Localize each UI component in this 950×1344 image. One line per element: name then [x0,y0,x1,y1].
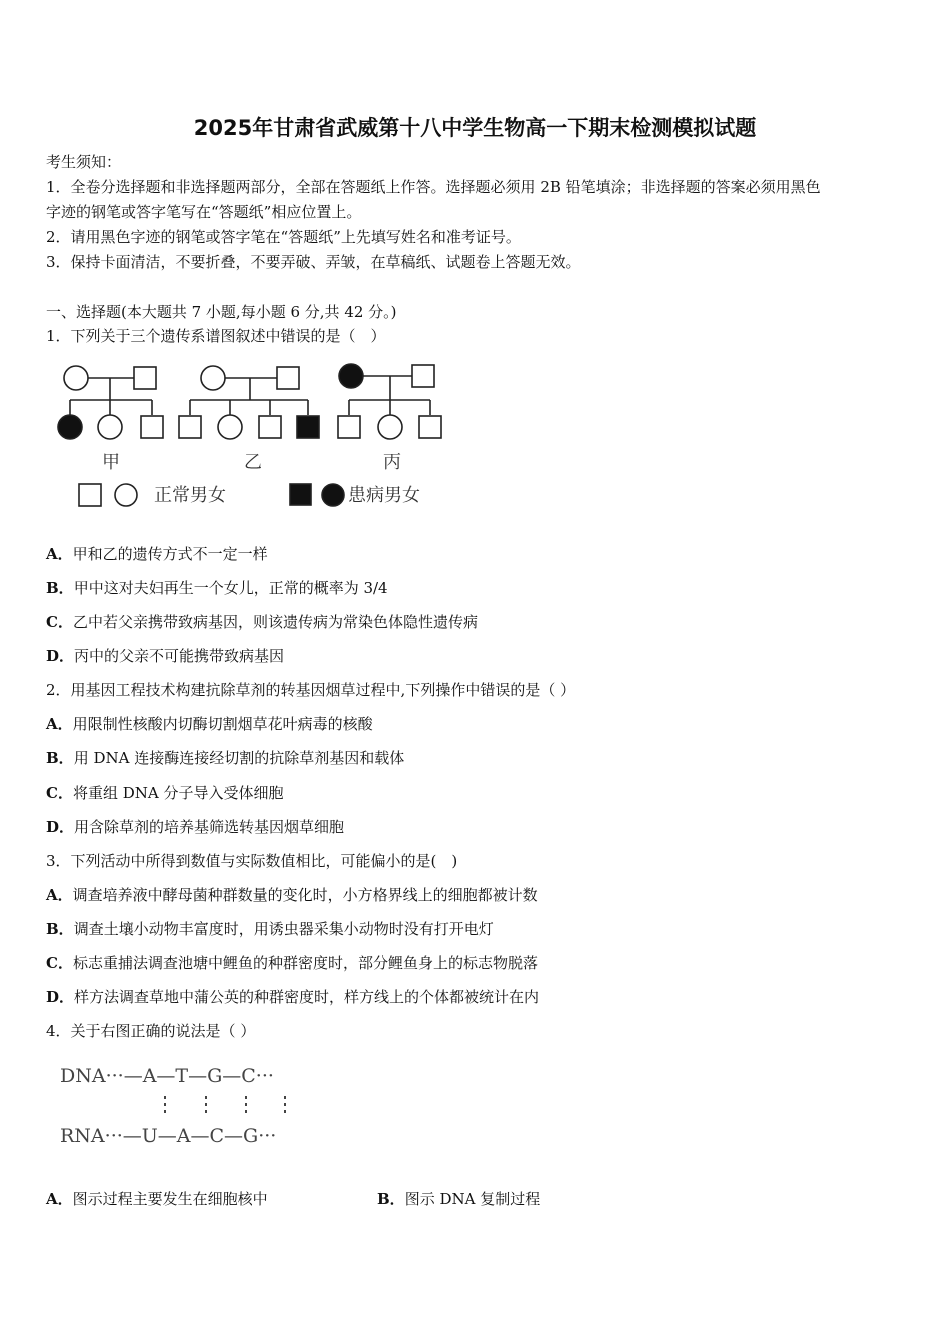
legend-normal-male-icon [79,484,101,506]
yi-daughter [218,415,242,439]
q1-option-a[interactable]: A．甲和乙的遗传方式不一定一样 [46,545,268,563]
legend-affected-male-icon [290,484,311,505]
q4-option-b[interactable]: B．图示 DNA 复制过程 [377,1190,541,1208]
q3-stem: 3．下列活动中所得到数值与实际数值相比，可能偏小的是( ) [46,852,458,870]
q1-option-b[interactable]: B．甲中这对夫妇再生一个女儿，正常的概率为 3/4 [46,579,388,597]
yi-son-2 [259,416,281,438]
base-pair-dots [164,1096,286,1113]
bing-son-2 [419,416,441,438]
q1-stem: 1．下列关于三个遗传系谱图叙述中错误的是（ ） [46,327,386,345]
notice-heading: 考生须知： [46,153,122,171]
legend-affected-female-icon [322,484,344,506]
q2-option-d[interactable]: D．用含除草剂的培养基筛选转基因烟草细胞 [46,818,345,836]
yi-mother [201,366,225,390]
q3-option-a[interactable]: A．调查培养液中酵母菌种群数量的变化时，小方格界线上的细胞都被计数 [46,886,538,904]
label-yi: 乙 [244,452,262,473]
yi-son-1 [179,416,201,438]
notice-line-1b: 字迹的钢笔或答字笔写在“答题纸”相应位置上。 [46,203,362,221]
jia-son [141,416,163,438]
notice-line-1a: 1．全卷分选择题和非选择题两部分，全部在答题纸上作答。选择题必须用 2B 铅笔填涂；非选择题的答案必须用黑色 [46,178,821,196]
bing-affected-mother [339,364,363,388]
pedigree-bing [338,364,441,439]
legend-affected-label: 患病男女 [348,485,420,506]
jia-daughter [98,415,122,439]
bing-son-1 [338,416,360,438]
dna-strand: DNA···—A—T—G—C··· [60,1065,274,1087]
q4-option-a[interactable]: A．图示过程主要发生在细胞核中 [46,1190,268,1208]
page-title: 2025年甘肃省武威第十八中学生物高一下期末检测模拟试题 [193,116,757,140]
jia-mother [64,366,88,390]
q3-option-d[interactable]: D．样方法调查草地中蒲公英的种群密度时，样方线上的个体都被统计在内 [46,988,540,1006]
yi-affected-son [297,416,319,438]
q3-option-b[interactable]: B．调查土壤小动物丰富度时，用诱虫器采集小动物时没有打开电灯 [46,920,494,938]
section-heading: 一、选择题(本大题共 7 小题,每小题 6 分,共 42 分。) [46,303,397,321]
legend-normal-female-icon [115,484,137,506]
label-jia: 甲 [102,452,120,473]
q2-option-c[interactable]: C．将重组 DNA 分子导入受体细胞 [46,784,284,802]
q1-option-d[interactable]: D．丙中的父亲不可能携带致病基因 [46,647,285,665]
q2-option-b[interactable]: B．用 DNA 连接酶连接经切割的抗除草剂基因和载体 [46,749,405,767]
bing-father [412,365,434,387]
notice-line-2: 2．请用黑色字迹的钢笔或答字笔在“答题纸”上先填写姓名和准考证号。 [46,228,521,246]
legend-normal-label: 正常男女 [154,485,226,506]
q2-stem: 2．用基因工程技术构建抗除草剂的转基因烟草过程中,下列操作中错误的是（ ） [46,681,576,699]
q3-option-c[interactable]: C．标志重捕法调查池塘中鲤鱼的种群密度时，部分鲤鱼身上的标志物脱落 [46,954,538,972]
yi-father [277,367,299,389]
jia-affected-daughter [58,415,82,439]
dna-rna-figure [58,1058,338,1154]
pedigree-jia [58,366,163,439]
label-bing: 丙 [383,452,401,473]
rna-strand: RNA···—U—A—C—G··· [60,1125,277,1147]
bing-daughter [378,415,402,439]
notice-line-3: 3．保持卡面清洁，不要折叠，不要弄破、弄皱，在草稿纸、试题卷上答题无效。 [46,253,581,271]
pedigree-yi [179,366,319,439]
q4-stem: 4．关于右图正确的说法是（ ） [46,1022,256,1040]
jia-father [134,367,156,389]
pedigree-figure [50,358,450,518]
q1-option-c[interactable]: C．乙中若父亲携带致病基因，则该遗传病为常染色体隐性遗传病 [46,613,478,631]
q2-option-a[interactable]: A．用限制性核酸内切酶切割烟草花叶病毒的核酸 [46,715,373,733]
